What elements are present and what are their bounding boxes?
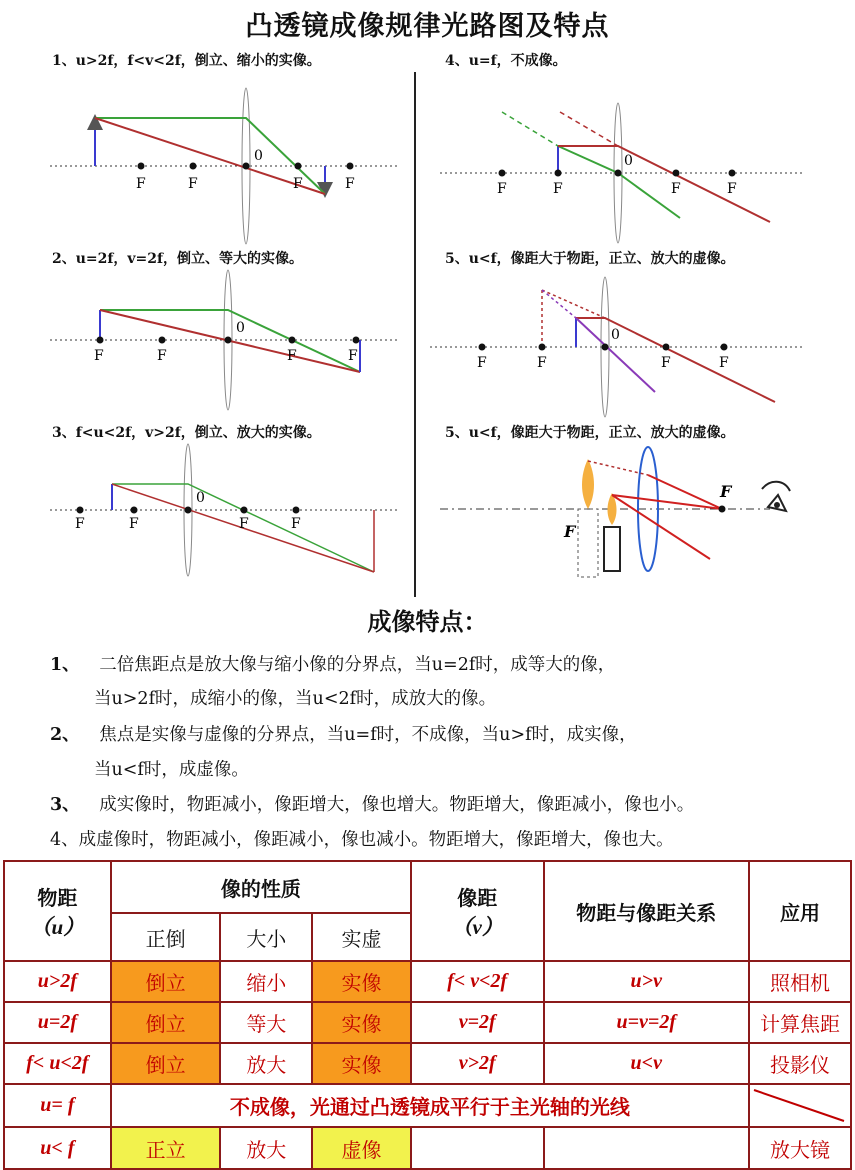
virtual-ray: [542, 290, 605, 318]
caption-case-5b: 5、u<f，像距大于物距，正立、放大的虚像。: [445, 425, 735, 441]
cell-size: 放大: [220, 1127, 312, 1169]
label-f: F: [477, 355, 487, 371]
label-f: F: [345, 176, 355, 192]
header-application: 应用: [749, 861, 851, 961]
header-object-distance: [4, 861, 111, 961]
feature-1-text-b: 当u>2f时，成缩小的像，当u<2f时，成放大的像。: [94, 689, 497, 709]
cell-real-virtual: 实像: [312, 1002, 411, 1043]
ray-diagram-1: [50, 76, 410, 241]
cell-u: u< f: [4, 1127, 111, 1169]
caption-case-1: 1、u>2f，f<v<2f，倒立、缩小的实像。: [52, 53, 321, 69]
label-f: F: [671, 181, 681, 197]
feature-1-line-1: [50, 651, 615, 676]
label-f: F: [537, 355, 547, 371]
cell-v: f< v<2f: [411, 961, 544, 1002]
table-row: [4, 1043, 851, 1084]
cell-v: [411, 1127, 544, 1169]
optical-center: [243, 163, 250, 170]
cell-v: v=2f: [411, 1002, 544, 1043]
caption-case-2: 2、u=2f，v=2f，倒立、等大的实像。: [52, 251, 304, 267]
point-f: [555, 170, 562, 177]
label-f: F: [136, 176, 146, 192]
header-object-label: 物距: [37, 885, 78, 910]
point-f-right: [241, 507, 248, 514]
cell-application: 放大镜: [749, 1127, 851, 1169]
caption-case-3: 3、f<u<2f，v>2f，倒立、放大的实像。: [52, 425, 321, 441]
point-2f: [97, 337, 104, 344]
ray-diagram-5a: [430, 270, 810, 420]
virtual-candle: [578, 509, 598, 577]
cell-orientation: 倒立: [111, 961, 221, 1002]
cell-u: u= f: [4, 1084, 111, 1127]
label-o: 0: [611, 327, 620, 343]
page-title: 凸透镜成像规律光路图及特点: [245, 11, 610, 42]
header-size: 大小: [220, 913, 312, 961]
optical-center: [602, 344, 609, 351]
virtual-ray: [502, 112, 558, 146]
optical-center: [615, 170, 622, 177]
cell-application: 计算焦距: [749, 1002, 851, 1043]
ray-diagram-5b: [440, 445, 820, 585]
cell-orientation: 倒立: [111, 1043, 221, 1084]
point-f: [131, 507, 138, 514]
point-2f-right: [721, 344, 728, 351]
ray-diagram-3: [50, 442, 410, 587]
cell-real-virtual: 实像: [312, 961, 411, 1002]
label-o: 0: [236, 320, 245, 336]
cell-size: 等大: [220, 1002, 312, 1043]
point-f: [539, 344, 546, 351]
feature-2-text-a: 焦点是实像与虚像的分界点，当u=f时，不成像，当u>f时，成实像，: [99, 725, 637, 745]
label-f: F: [188, 176, 198, 192]
label-f: F: [291, 516, 301, 532]
label-f: F: [287, 348, 297, 364]
point-2f-right: [293, 507, 300, 514]
point-f-right: [673, 170, 680, 177]
label-f: F: [293, 176, 303, 192]
table-row: [4, 1002, 851, 1043]
caption-case-4: 4、u=f，不成像。: [445, 53, 567, 69]
label-f: F: [553, 181, 563, 197]
cell-u: u>2f: [4, 961, 111, 1002]
point-f: [190, 163, 197, 170]
header-image-label: 像距: [457, 885, 498, 910]
feature-2-number: 2、: [50, 725, 80, 745]
point-2f: [499, 170, 506, 177]
candle: [604, 527, 620, 571]
cell-application: 投影仪: [749, 1043, 851, 1084]
label-o: 0: [254, 148, 263, 164]
cell-real-virtual: 虚像: [312, 1127, 411, 1169]
label-f: F: [497, 181, 507, 197]
diagonal-slash: [750, 1086, 848, 1125]
table-row: [4, 1084, 851, 1127]
point-2f: [479, 344, 486, 351]
label-f: F: [75, 516, 85, 532]
header-image-distance: [411, 861, 544, 961]
label-f: F: [348, 348, 358, 364]
feature-2-text-b: 当u<f时，成虚像。: [94, 760, 249, 780]
header-orientation: 正倒: [111, 913, 221, 961]
label-f: F: [564, 522, 576, 541]
focus-ray: [558, 146, 680, 218]
feature-3-number: 3、: [50, 795, 80, 815]
table-row: [4, 961, 851, 1002]
cell-application-empty: [749, 1084, 851, 1127]
feature-3-line: [50, 791, 694, 816]
label-o: 0: [196, 490, 205, 506]
header-image-properties: 像的性质: [111, 861, 411, 913]
point-2f-right: [729, 170, 736, 177]
header-object-symbol: （u）: [30, 914, 85, 939]
header-relation: 物距与像距关系: [544, 861, 749, 961]
ray-diagram-2: [50, 268, 410, 418]
label-f: F: [94, 348, 104, 364]
feature-3-text: 成实像时，物距减小，像距增大，像也增大。物距增大，像距减小，像也小。: [99, 795, 695, 815]
feature-1-number: 1、: [50, 655, 80, 675]
label-f: F: [661, 355, 671, 371]
feature-4-text: 4、成虚像时，物距减小，像距减小，像也减小。物距增大，像距增大，像也大。: [50, 830, 674, 850]
point-f-right: [295, 163, 302, 170]
point-f: [159, 337, 166, 344]
virtual-ray: [560, 112, 618, 146]
cell-u: f< u<2f: [4, 1043, 111, 1084]
header-image-symbol: （v）: [451, 914, 503, 939]
point-2f-right: [353, 337, 360, 344]
optical-center: [185, 507, 192, 514]
column-divider: [414, 72, 416, 597]
cell-relation: u<v: [544, 1043, 749, 1084]
label-f: F: [727, 181, 737, 197]
label-f: F: [157, 348, 167, 364]
label-o: 0: [624, 153, 633, 169]
cell-real-virtual: 实像: [312, 1043, 411, 1084]
feature-1-text-a: 二倍焦距点是放大像与缩小像的分界点，当u=2f时，成等大的像，: [99, 655, 616, 675]
cell-orientation: 倒立: [111, 1002, 221, 1043]
virtual-ray: [542, 290, 576, 318]
eye-icon: [762, 482, 790, 511]
point-f-right: [663, 344, 670, 351]
cell-relation: [544, 1127, 749, 1169]
cell-size: 放大: [220, 1043, 312, 1084]
cell-relation: u=v=2f: [544, 1002, 749, 1043]
focal-point: [719, 506, 726, 513]
cell-v: v>2f: [411, 1043, 544, 1084]
caption-case-5a: 5、u<f，像距大于物距，正立、放大的虚像。: [445, 251, 735, 267]
point-2f-right: [347, 163, 354, 170]
point-2f: [77, 507, 84, 514]
label-f: F: [720, 482, 732, 501]
optical-center: [225, 337, 232, 344]
label-f: F: [129, 516, 139, 532]
center-ray: [95, 118, 325, 194]
parallel-ray: [576, 318, 775, 402]
cell-no-image-note: 不成像，光通过凸透镜成平行于主光轴的光线: [111, 1084, 749, 1127]
feature-2-line-1: [50, 721, 637, 746]
lens-rules-table: [3, 860, 852, 1170]
features-title: 成像特点：: [367, 607, 488, 636]
cell-application: 照相机: [749, 961, 851, 1002]
label-f: F: [719, 355, 729, 371]
ray-diagram-4: [440, 76, 810, 241]
parallel-ray: [558, 146, 770, 222]
table-row: [4, 1127, 851, 1169]
cell-u: u=2f: [4, 1002, 111, 1043]
cell-relation: u>v: [544, 961, 749, 1002]
virtual-flame-icon: [582, 459, 594, 509]
label-f: F: [239, 516, 249, 532]
cell-orientation: 正立: [111, 1127, 221, 1169]
header-real-virtual: 实虚: [312, 913, 411, 961]
point-f-right: [289, 337, 296, 344]
cell-size: 缩小: [220, 961, 312, 1002]
point-2f: [138, 163, 145, 170]
